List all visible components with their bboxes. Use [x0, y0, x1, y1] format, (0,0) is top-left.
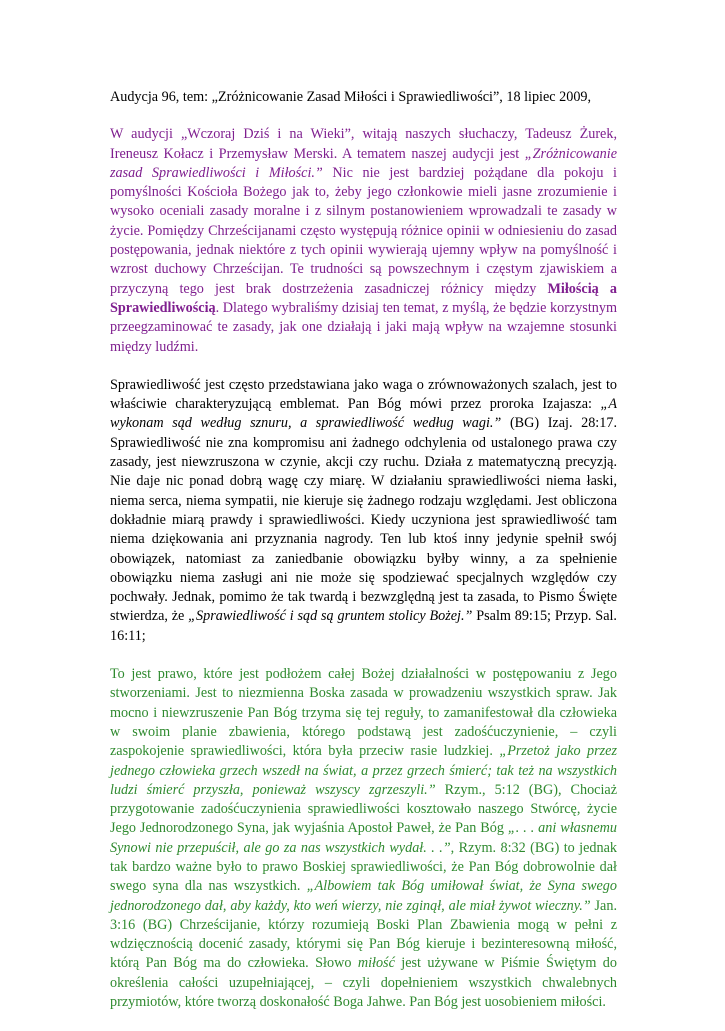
- topic-title-quote: „Zróżnicowanie zasad Sprawiedliwości i Miłości.”: [110, 145, 617, 181]
- justice-paragraph: [110, 376, 617, 646]
- law-text-4: Jan. 3:16 (BG) Chrześcijanie, którzy rozumieją Boski Plan Zbawienia mogą w pełni z wdzięcznością docenić zasady, którymi się Pan Bóg kieruje i bezinteresowną miłość, którą Pan Bóg ma do człowieka. Słowo: [110, 897, 617, 972]
- intro-paragraph: [110, 125, 617, 357]
- romans-5-quote: „Przetoż jako przez jednego człowieka grzech wszedł na świat, a przez grzech śmierć; tak też na wszystkich ludzi śmierć przyszła, ponieważ wszyscy zgrzeszyli.”: [110, 743, 618, 798]
- header-title: Audycja 96, tem: „Zróżnicowanie Zasad Miłości i Sprawiedliwości”, 18 lipiec 2009,: [110, 89, 592, 105]
- psalm-quote: „Sprawiedliwość i sąd są gruntem stolicy Bożej.”: [188, 608, 473, 625]
- law-text-1: To jest prawo, które jest podłożem całej Bożej działalności w postępowaniu z Jego stworzeniami. Jest to niezmienna Boska zasada w prowadzeniu wszystkich spraw. Jak mocno i niewzruszenie Pan Bóg trzyma się tej reguły, to zamanifestował dla człowieka w swoim planie zbawienia, którego podstawą jest zadośćuczynienie, – czyli zaspokojenie sprawiedliwości, która była przeciw rasie ludzkiej.: [110, 666, 617, 760]
- document-page: [110, 88, 617, 1031]
- love-word: miłość: [357, 955, 395, 972]
- john-3-16-quote: „Albowiem tak Bóg umiłował świat, że Syna swego jednorodzonego dał, aby każdy, kto weń wierzy, nie zginął, ale miał żywot wieczny.”: [110, 878, 617, 914]
- justice-text-1: Sprawiedliwość jest często przedstawiana jako waga o zrównoważonych szalach, jest to właściwie charakteryzującą emblemat. Pan Bóg mówi przez proroka Izajasza:: [110, 376, 617, 413]
- isaiah-quote: „A wykonam sąd według sznuru, a sprawiedliwość według wagi.”: [110, 396, 617, 432]
- law-text-2: Rzym., 5:12 (BG), Chociaż przygotowanie zadośćuczynienia sprawiedliwości kosztowało naszego Stwórcę, życie Jego Jednorodzonego Syna, jak wyjaśnia Apostoł Paweł, że Pan Bóg: [110, 781, 617, 837]
- intro-text-2: Nic nie jest bardziej pożądane dla pokoju i pomyślności Kościoła Bożego jak to, żeby jego członkowie mieli jasne zrozumienie i wysoko oceniali zasady moralne i z silnym postanowieniem wprowadzali te zasady w życie. Pomiędzy Chrześcijanami często występują różnice opinii w odniesieniu do zasad postępowania, jednak niektóre z tych opinii wywierają ujemny wpływ na pomyślność i wzrost duchowy Chrześcijan. Te trudności są powszechnym i częstym zjawiskiem a przyczyną tego jest brak dostrzeżenia zasadniczej różnicy między: [110, 164, 617, 297]
- justice-text-2: (BG) Izaj. 28:17. Sprawiedliwość nie zna kompromisu ani żadnego odchylenia od ustalonego prawa czy zasady, jest niewzruszona w czynie, akcji czy ruchu. Działa z matematyczną precyzją. Nie daje nic ponad dobrą wagę czy miarę. W działaniu sprawiedliwości niema łaski, niema serca, niema sympatii, nie kieruje się żadnego rodzaju względami. Jest obliczona dokładnie miarą prawdy i sprawiedliwości. Kiedy uczyniona jest sprawiedliwość tam niema dziękowania ani przyznania nagrody. Ten lub ktoś inny jedynie spełnił swój obowiązek, natomiast za zaniedbanie obowiązku byłby winny, a za spełnienie obowiązku niema zasługi ani nie może się spodziewać specjalnych względów czy pochwały. Jednak, pomimo że tak twardą i bezwzględną jest ta zasada, to Pismo Święte stwierdza, że: [110, 415, 617, 625]
- justice-text-3: Psalm 89:15; Przyp. Sal. 16:11;: [110, 608, 617, 644]
- document-header: [110, 88, 617, 107]
- intro-text-3: . Dlatego wybraliśmy dzisiaj ten temat, z myślą, że będzie korzystnym przeegzaminować te zasady, jak one działają i jaki mają wpływ na wzajemne stosunki między ludźmi.: [110, 299, 617, 355]
- law-love-paragraph: [110, 665, 617, 1012]
- intro-text-1: W audycji „Wczoraj Dziś i na Wieki”, witają naszych słuchaczy, Tadeusz Żurek, Ireneusz Kołacz i Przemysław Merski. A tematem naszej audycji jest: [110, 126, 617, 162]
- law-text-5: jest używane w Piśmie Świętym do określenia całości uzupełniającej, – czyli dopełnieniem wszystkich chwalebnych przymiotów, które tworzą doskonałość Boga Jahwe. Pan Bóg jest uosobieniem miłości.: [110, 955, 617, 1011]
- law-text-3: , Rzym. 8:32 (BG) to jednak tak bardzo ważne było to prawo Boskiej sprawiedliwości, że Pan Bóg dobrowolnie dał swego syna dla nas wszystkich.: [110, 839, 617, 895]
- love-justice-emphasis: Miłością a Sprawiedliwością: [110, 280, 617, 316]
- romans-8-quote: „. . . ani własnemu Synowi nie przepuścił, ale go za nas wszystkich wydał. . .”: [110, 820, 617, 856]
